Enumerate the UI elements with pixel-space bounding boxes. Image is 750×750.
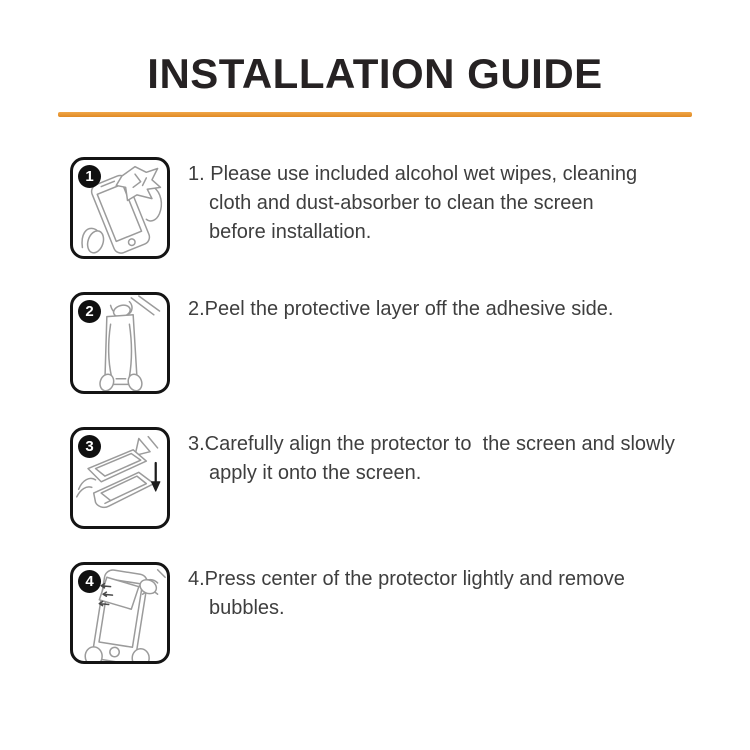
step2-text xyxy=(188,292,613,324)
step3-number-badge: 3 xyxy=(78,435,101,458)
step-text-line: cloth and dust-absorber to clean the screen xyxy=(209,192,594,214)
step1-number-badge: 1 xyxy=(78,165,101,188)
step4-text xyxy=(188,562,625,623)
step1-text xyxy=(188,157,637,247)
step4-number-badge: 4 xyxy=(78,570,101,593)
step-text-line: bubbles. xyxy=(209,597,285,619)
step-text-line: apply it onto the screen. xyxy=(209,462,422,484)
step-text-line: 1. Please use included alcohol wet wipes, cleaning xyxy=(188,163,638,185)
step3-illustration-box xyxy=(70,427,170,529)
step-text-line: 4.Press center of the protector lightly and remove xyxy=(188,568,625,590)
step-row-2 xyxy=(0,292,750,394)
step-row-4 xyxy=(0,562,750,664)
step2-number-badge: 2 xyxy=(78,300,101,323)
step1-illustration-box xyxy=(70,157,170,259)
step4-illustration-box xyxy=(70,562,170,664)
step-text-line: 3.Carefully align the protector to the screen and slowly xyxy=(188,433,675,455)
step-text-line: before installation. xyxy=(209,221,372,243)
page-title: INSTALLATION GUIDE xyxy=(147,50,603,97)
step2-illustration-box xyxy=(70,292,170,394)
step-row-1 xyxy=(0,157,750,259)
steps-list xyxy=(0,157,750,664)
step3-text xyxy=(188,427,675,488)
step-row-3 xyxy=(0,427,750,529)
step-text-line: 2.Peel the protective layer off the adhesive side. xyxy=(188,298,614,320)
title-divider xyxy=(58,112,692,117)
